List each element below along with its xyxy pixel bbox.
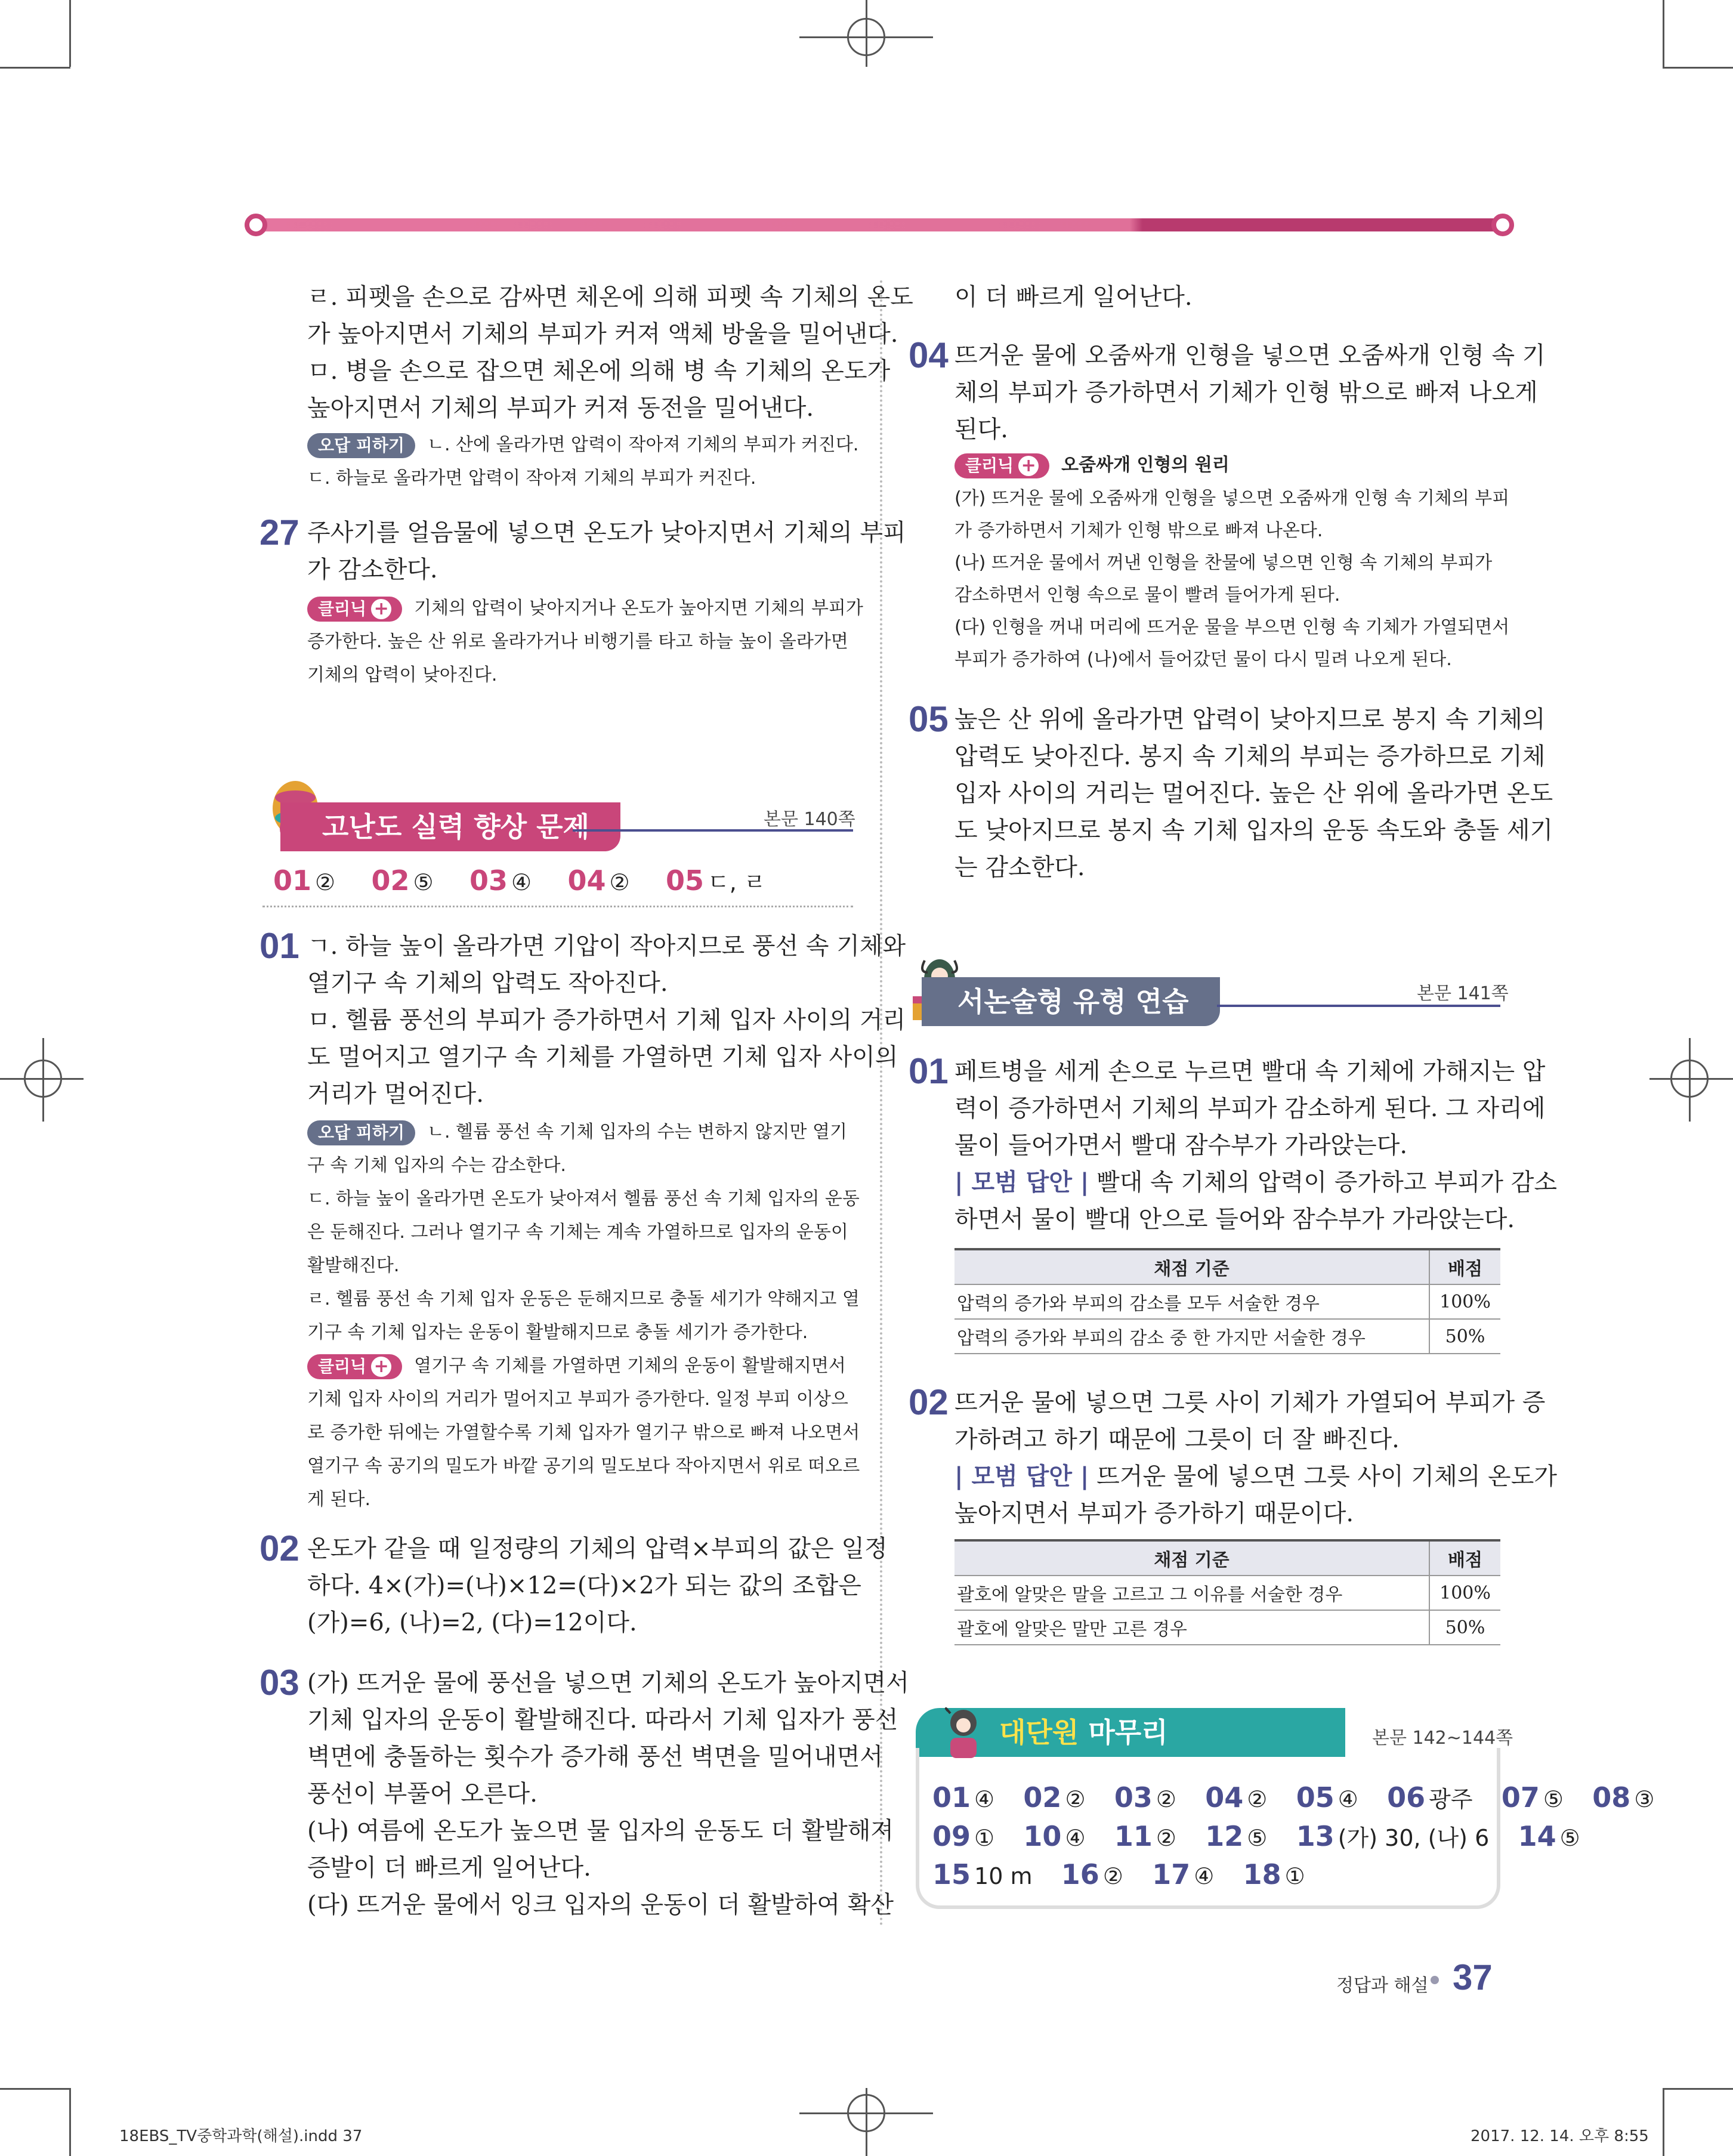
q01-note1-line: ㄹ. 헬륨 풍선 속 기체 입자 운동은 둔해지므로 충돌 세기가 약해지고 열 xyxy=(307,1289,860,1309)
answer-row xyxy=(273,864,766,897)
q01-line: 도 멀어지고 열기구 속 기체를 가열하면 기체 입자 사이의 xyxy=(307,1043,898,1071)
intro-line: 가 높아지면서 기체의 부피가 커져 액체 방울을 밀어낸다. xyxy=(307,320,898,348)
q04-line: 된다. xyxy=(954,416,1008,443)
model-answer-label: | 모범 답안 | xyxy=(954,1462,1089,1490)
q03-line: (나) 여름에 온도가 높으면 물 입자의 운동도 더 활발해져 xyxy=(307,1817,894,1845)
registration-mark xyxy=(866,2088,867,2156)
header-bar-dot xyxy=(245,214,267,236)
answer-item: 03 ④ xyxy=(469,864,532,897)
table-row xyxy=(954,1576,1500,1610)
q27-note-line: 증가한다. 높은 산 위로 올라가거나 비행기를 타고 하늘 높이 올라가면 xyxy=(307,631,848,652)
q04-note-line: (다) 인형을 꺼내 머리에 뜨거운 물을 부으면 인형 속 기체가 가열되면서 xyxy=(954,617,1510,638)
clinic-badge: 클리닉 + xyxy=(307,1354,402,1379)
answer-item: 11 ② xyxy=(1114,1820,1176,1852)
q02-line: 하다. 4×(가)=(나)×12=(다)×2가 되는 값의 조합은 xyxy=(307,1572,861,1599)
crop-mark xyxy=(1663,67,1733,69)
section-banner xyxy=(922,977,1220,1026)
dotted-divider xyxy=(262,906,853,907)
wrong-answer-badge: 오답 피하기 xyxy=(307,433,415,458)
plus-icon: + xyxy=(371,1357,391,1377)
question-number: 01 xyxy=(909,1051,949,1091)
q01-note2-line: 열기구 속 공기의 밀도가 바깥 공기의 밀도보다 작아지면서 위로 떠오르 xyxy=(307,1456,860,1477)
q01-line: 거리가 멀어진다. xyxy=(307,1080,484,1108)
q04-note-line: 감소하면서 인형 속으로 물이 빨려 들어가게 된다. xyxy=(954,585,1340,606)
e02-line: 뜨거운 물에 넣으면 그릇 사이 기체가 가열되어 부피가 증 xyxy=(954,1389,1546,1416)
crop-mark xyxy=(69,2088,71,2156)
crop-mark xyxy=(1663,0,1664,67)
section-page-ref: 본문 142~144쪽 xyxy=(1372,1728,1513,1749)
q01-note2: 클리닉 + 열기구 속 기체를 가열하면 기체의 운동이 활발해지면서 xyxy=(307,1349,846,1383)
answer-item: 01 ④ xyxy=(932,1781,995,1814)
registration-mark xyxy=(1649,1078,1733,1080)
final-answer-row xyxy=(932,1858,1305,1891)
section-page-ref: 본문 140쪽 xyxy=(764,809,855,830)
question-number: 01 xyxy=(260,926,299,966)
crop-mark xyxy=(1663,2088,1664,2156)
scoring-table xyxy=(954,1539,1500,1645)
answer-item: 02 ⑤ xyxy=(371,864,434,897)
footer-dot-icon xyxy=(1431,1976,1439,1984)
answer-item: 05 ㄷ, ㄹ xyxy=(666,864,766,897)
question-number: 02 xyxy=(909,1382,949,1422)
e01-line: 물이 들어가면서 빨대 잠수부가 가라앉는다. xyxy=(954,1132,1408,1159)
q03-line: 풍선이 부풀어 오른다. xyxy=(307,1780,537,1808)
answer-item: 06 광주 xyxy=(1387,1781,1473,1814)
crop-mark xyxy=(0,67,70,69)
table-cell: 압력의 증가와 부피의 감소를 모두 서술한 경우 xyxy=(954,1284,1429,1319)
q27-note: 클리닉 + 기체의 압력이 낮아지거나 온도가 높아지면 기체의 부피가 xyxy=(307,592,863,625)
continuation-line: 이 더 빠르게 일어난다. xyxy=(954,283,1193,311)
section-page-ref: 본문 141쪽 xyxy=(1417,983,1509,1004)
intro-note: 오답 피하기 ㄴ. 산에 올라가면 압력이 작아져 기체의 부피가 커진다. xyxy=(307,428,858,462)
table-cell: 50% xyxy=(1429,1319,1500,1354)
q01-line: ㄱ. 하늘 높이 올라가면 기압이 작아지므로 풍선 속 기체와 xyxy=(307,932,906,960)
final-answer-row xyxy=(932,1781,1654,1814)
q04-line: 뜨거운 물에 오줌싸개 인형을 넣으면 오줌싸개 인형 속 기 xyxy=(954,342,1546,369)
crop-mark xyxy=(69,0,71,67)
q02-line: 온도가 같을 때 일정량의 기체의 압력×부피의 값은 일정 xyxy=(307,1535,888,1562)
section-title: 서논술형 유형 연습 xyxy=(957,986,1189,1018)
intro-note-line: ㄷ. 하늘로 올라가면 압력이 작아져 기체의 부피가 커진다. xyxy=(307,468,756,489)
clinic-badge: 클리닉 + xyxy=(954,453,1049,478)
question-number: 04 xyxy=(909,335,949,375)
answer-item: 15 10 m xyxy=(932,1858,1033,1891)
final-answer-row xyxy=(932,1820,1580,1852)
table-header-cell: 채점 기준 xyxy=(954,1540,1429,1576)
table-cell: 100% xyxy=(1429,1576,1500,1610)
final-title: 대단원 마무리 xyxy=(999,1716,1168,1749)
plus-icon: + xyxy=(371,599,391,619)
intro-line: ㅁ. 병을 손으로 잡으면 체온에 의해 병 속 기체의 온도가 xyxy=(307,357,891,385)
answer-item: 16 ② xyxy=(1061,1858,1123,1891)
question-number: 02 xyxy=(260,1528,299,1568)
q05-line: 도 낮아지므로 봉지 속 기체 입자의 운동 속도와 충돌 세기 xyxy=(954,817,1553,844)
q03-line: 증발이 더 빠르게 일어난다. xyxy=(307,1854,591,1882)
registration-mark xyxy=(0,1078,84,1080)
question-number: 05 xyxy=(909,699,949,739)
q04-note-line: 가 증가하면서 기체가 인형 밖으로 빠져 나온다. xyxy=(954,520,1323,541)
e02-model: | 모범 답안 | 뜨거운 물에 넣으면 그릇 사이 기체의 온도가 xyxy=(954,1462,1557,1490)
q04-line: 체의 부피가 증가하면서 기체가 인형 밖으로 빠져 나오게 xyxy=(954,379,1538,406)
q03-line: 벽면에 충돌하는 횟수가 증가해 풍선 벽면을 밀어내면서 xyxy=(307,1743,884,1771)
q01-note2-line: 기체 입자 사이의 거리가 멀어지고 부피가 증가한다. 일정 부피 이상으 xyxy=(307,1389,848,1410)
print-date: 2017. 12. 14. 오후 8:55 xyxy=(1471,2127,1649,2145)
table-cell: 압력의 증가와 부피의 감소 중 한 가지만 서술한 경우 xyxy=(954,1319,1429,1354)
q01-note2-line: 로 증가한 뒤에는 가열할수록 기체 입자가 열기구 밖으로 빠져 나오면서 xyxy=(307,1422,860,1443)
print-file-name: 18EBS_TV중학과학(해설).indd 37 xyxy=(119,2127,363,2145)
table-cell: 50% xyxy=(1429,1610,1500,1645)
e01-line: 력이 증가하면서 기체의 부피가 감소하게 된다. 그 자리에 xyxy=(954,1095,1546,1122)
q02-line: (가)=6, (나)=2, (다)=12이다. xyxy=(307,1609,637,1636)
answer-item: 13 (가) 30, (나) 6 xyxy=(1296,1820,1490,1852)
table-header-row xyxy=(954,1540,1500,1576)
table-header-row xyxy=(954,1249,1500,1284)
e01-model-line: 하면서 물이 빨대 안으로 들어와 잠수부가 가라앉는다. xyxy=(954,1206,1515,1233)
table-header-cell: 배점 xyxy=(1429,1540,1500,1576)
q05-line: 는 감소한다. xyxy=(954,854,1085,881)
answer-item: 01 ② xyxy=(273,864,336,897)
answer-item: 12 ⑤ xyxy=(1205,1820,1268,1852)
q01-note1-line: 활발해진다. xyxy=(307,1255,400,1276)
answer-item: 07 ⑤ xyxy=(1501,1781,1564,1814)
header-bar-dot xyxy=(1491,214,1514,236)
q01-note1-line: 구 속 기체 입자의 수는 감소한다. xyxy=(307,1155,566,1176)
table-header-cell: 배점 xyxy=(1429,1249,1500,1284)
q03-line: (다) 뜨거운 물에서 잉크 입자의 운동이 더 활발하여 확산 xyxy=(307,1891,894,1919)
q01-line: 열기구 속 기체의 압력도 작아진다. xyxy=(307,969,668,997)
intro-line: ㄹ. 피펫을 손으로 감싸면 체온에 의해 피펫 속 기체의 온도 xyxy=(307,283,913,311)
header-bar xyxy=(245,218,1509,231)
answer-item: 05 ④ xyxy=(1296,1781,1358,1814)
section-title: 고난도 실력 향상 문제 xyxy=(322,811,589,843)
table-row xyxy=(954,1319,1500,1354)
q01-note1-line: 기구 속 기체 입자는 운동이 활발해지므로 충돌 세기가 증가한다. xyxy=(307,1322,808,1343)
registration-mark xyxy=(866,0,867,67)
q03-line: 기체 입자의 운동이 활발해진다. 따라서 기체 입자가 풍선 xyxy=(307,1706,898,1734)
footer-label: 정답과 해설 xyxy=(1336,1975,1429,1996)
answer-item: 10 ④ xyxy=(1023,1820,1086,1852)
q01-note1: 오답 피하기 ㄴ. 헬륨 풍선 속 기체 입자의 수는 변하지 않지만 열기 xyxy=(307,1116,847,1149)
registration-mark xyxy=(42,1038,44,1122)
answer-item: 17 ④ xyxy=(1152,1858,1215,1891)
question-number: 03 xyxy=(260,1663,299,1703)
q05-line: 압력도 낮아진다. 봉지 속 기체의 부피는 증가하므로 기체 xyxy=(954,743,1546,770)
q01-note2-line: 게 된다. xyxy=(307,1489,371,1510)
table-cell: 괄호에 알맞은 말을 고르고 그 이유를 서술한 경우 xyxy=(954,1576,1429,1610)
q27-line: 가 감소한다. xyxy=(307,556,438,583)
answer-item: 04 ② xyxy=(1205,1781,1268,1814)
section-banner xyxy=(280,802,620,851)
answer-item: 18 ① xyxy=(1243,1858,1305,1891)
answer-item: 08 ③ xyxy=(1592,1781,1655,1814)
q04-note-title: 클리닉 + 오줌싸개 인형의 원리 xyxy=(954,449,1230,482)
table-row xyxy=(954,1610,1500,1645)
clinic-badge: 클리닉 + xyxy=(307,597,402,622)
q27-note-line: 기체의 압력이 낮아진다. xyxy=(307,665,498,685)
q05-line: 입자 사이의 거리는 멀어진다. 높은 산 위에 올라가면 온도 xyxy=(954,780,1553,807)
crop-mark xyxy=(0,2088,70,2090)
page-number: 37 xyxy=(1453,1957,1493,1997)
answer-item: 04 ② xyxy=(567,864,630,897)
q04-note-line: (가) 뜨거운 물에 오줌싸개 인형을 넣으면 오줌싸개 인형 속 기체의 부피 xyxy=(954,488,1510,509)
answer-item: 03 ② xyxy=(1114,1781,1176,1814)
e01-line: 페트병을 세게 손으로 누르면 빨대 속 기체에 가해지는 압 xyxy=(954,1058,1546,1085)
q04-note-line: 부피가 증가하여 (나)에서 들어갔던 물이 다시 밀려 나오게 된다. xyxy=(954,649,1452,670)
table-header-cell: 채점 기준 xyxy=(954,1249,1429,1284)
intro-line: 높아지면서 기체의 부피가 커져 동전을 밀어낸다. xyxy=(307,394,814,422)
table-cell: 100% xyxy=(1429,1284,1500,1319)
q27-line: 주사기를 얼음물에 넣으면 온도가 낮아지면서 기체의 부피 xyxy=(307,519,906,546)
model-answer-label: | 모범 답안 | xyxy=(954,1168,1089,1196)
scoring-table xyxy=(954,1248,1500,1354)
q01-note1-line: 은 둔해진다. 그러나 열기구 속 기체는 계속 가열하므로 입자의 운동이 xyxy=(307,1222,848,1243)
e02-line: 가하려고 하기 때문에 그릇이 더 잘 빠진다. xyxy=(954,1426,1400,1453)
table-row xyxy=(954,1284,1500,1319)
crop-mark xyxy=(1663,2088,1733,2090)
table-cell: 괄호에 알맞은 말만 고른 경우 xyxy=(954,1610,1429,1645)
e01-model: | 모범 답안 | 빨대 속 기체의 압력이 증가하고 부피가 감소 xyxy=(954,1168,1557,1196)
section-rule xyxy=(1217,1005,1500,1007)
section-rule xyxy=(573,829,853,832)
q03-line: (가) 뜨거운 물에 풍선을 넣으면 기체의 온도가 높아지면서 xyxy=(307,1669,909,1697)
q04-note-line: (나) 뜨거운 물에서 꺼낸 인형을 찬물에 넣으면 인형 속 기체의 부피가 xyxy=(954,552,1493,573)
answer-item: 14 ⑤ xyxy=(1518,1820,1580,1852)
wrong-answer-badge: 오답 피하기 xyxy=(307,1120,415,1145)
question-number: 27 xyxy=(260,512,299,552)
q01-note1-line: ㄷ. 하늘 높이 올라가면 온도가 낮아져서 헬륨 풍선 속 기체 입자의 운동 xyxy=(307,1188,860,1209)
registration-mark xyxy=(1689,1038,1691,1122)
answer-item: 02 ② xyxy=(1023,1781,1086,1814)
q05-line: 높은 산 위에 올라가면 압력이 낮아지므로 봉지 속 기체의 xyxy=(954,706,1546,733)
e02-model-line: 높아지면서 부피가 증가하기 때문이다. xyxy=(954,1500,1354,1527)
q01-line: ㅁ. 헬륨 풍선의 부피가 증가하면서 기체 입자 사이의 거리 xyxy=(307,1006,906,1034)
answer-item: 09 ① xyxy=(932,1820,995,1852)
plus-icon: + xyxy=(1018,456,1039,476)
